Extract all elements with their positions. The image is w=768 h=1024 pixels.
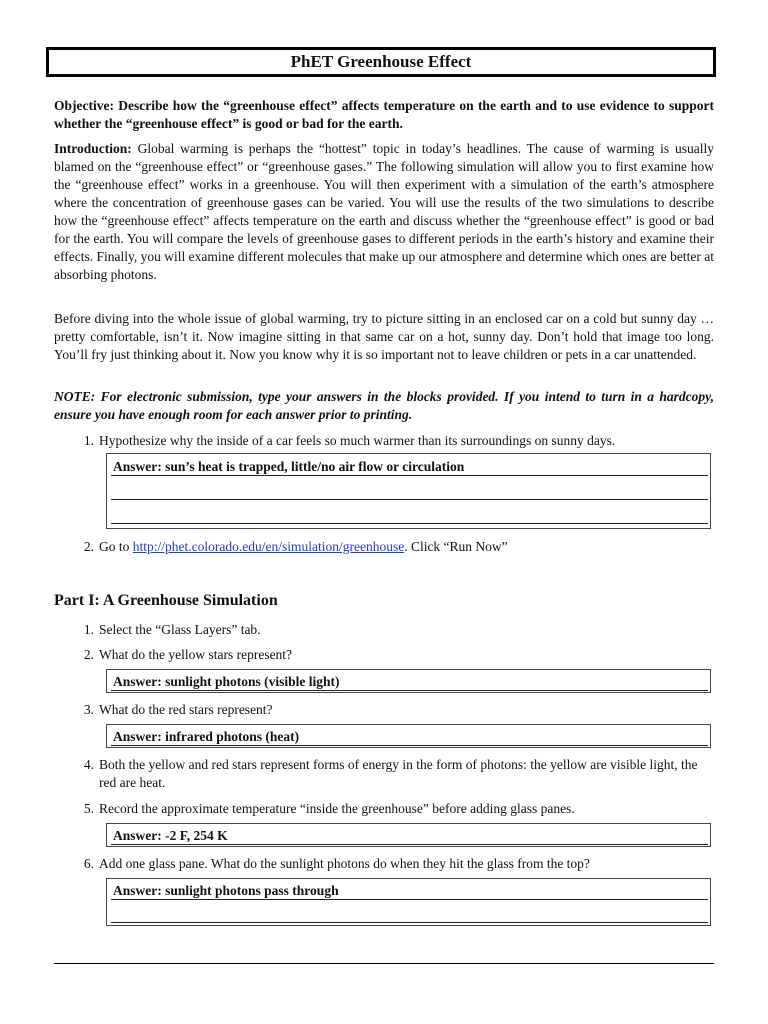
note-paragraph: NOTE: For electronic submission, type your answers in the blocks provided. If you intend to turn in a hardcopy, ensure you have enough room for each answer prior to printing. — [54, 389, 714, 422]
question-text: Add one glass pane. What do the sunlight photons do when they hit the glass from the top? — [99, 856, 590, 871]
footer-divider — [54, 963, 714, 964]
answer-box-part1-6[interactable] — [106, 878, 711, 926]
part1-question-6 — [78, 855, 718, 873]
question-text — [99, 538, 718, 556]
answer-box-part1-5[interactable] — [106, 823, 711, 847]
answer-box-part1-2[interactable] — [106, 669, 711, 693]
answer-box-intro-1[interactable] — [106, 453, 711, 529]
part1-question-2 — [78, 646, 718, 664]
car-paragraph: Before diving into the whole issue of global warming, try to picture sitting in an enclosed car on a cold but sunny day … pretty comfortable, isn’t it. Now imagine sitting in that same car on a hot, sunny day. Don’t hold that image too long. You’ll fry just thinking about it. Now you know why it is so important not to leave children or pets in a car unattended. — [54, 311, 714, 362]
question-text-after: . Click “Run Now” — [404, 539, 508, 554]
question-text: What do the red stars represent? — [99, 702, 273, 717]
question-number: 6. — [83, 856, 94, 871]
question-number: 2. — [83, 539, 94, 554]
question-number: 2. — [83, 647, 94, 662]
introduction-label: Introduction: — [54, 141, 132, 156]
answer-line[interactable]: Answer: sunlight photons pass through — [111, 883, 708, 900]
question-text: Both the yellow and red stars represent forms of energy in the form of photons: the yellow are visible light, the red are heat. — [99, 757, 698, 790]
part1-question-5 — [78, 800, 718, 818]
question-number: 3. — [83, 702, 94, 717]
introduction-paragraph — [54, 140, 714, 284]
part1-question-4 — [78, 756, 718, 792]
question-text: Record the approximate temperature “inside the greenhouse” before adding glass panes. — [99, 801, 575, 816]
intro-question-2 — [78, 538, 718, 556]
answer-line-blank[interactable] — [111, 507, 708, 524]
question-text: Hypothesize why the inside of a car feels so much warmer than its surroundings on sunny days. — [99, 433, 616, 448]
page-title: PhET Greenhouse Effect — [46, 47, 716, 77]
question-text: What do the yellow stars represent? — [99, 647, 293, 662]
answer-line-blank[interactable] — [111, 483, 708, 500]
answer-line[interactable]: Answer: infrared photons (heat) — [111, 729, 708, 746]
question-text: Select the “Glass Layers” tab. — [99, 622, 261, 637]
answer-line-blank[interactable] — [111, 906, 708, 923]
part1-question-1 — [78, 621, 718, 639]
intro-question-1 — [78, 432, 718, 450]
question-number: 1. — [83, 433, 94, 448]
answer-line[interactable]: Answer: -2 F, 254 K — [111, 828, 708, 845]
question-number: 1. — [83, 622, 94, 637]
part1-heading: Part I: A Greenhouse Simulation — [54, 592, 278, 609]
introduction-text: Global warming is perhaps the “hottest” topic in today’s headlines. The cause of warming is usually blamed on the “greenhouse effect” or “greenhouse gases.” The following simulation will allow you to first examine how the “greenhouse effect” works in a greenhouse. You will then experiment with a simulation of the earth’s atmosphere where the concentration of greenhouse gases can be varied. You will use the results of the two simulations to describe how the “greenhouse effect” affects temperature on the earth and discuss whether the “greenhouse effect” is good or bad for the earth. You will compare the levels of greenhouse gases to different periods in the earth’s history and examine their effects. Finally, you will examine different molecules that make up our atmosphere and determine which ones are better at absorbing photons. — [54, 141, 714, 282]
part1-question-3 — [78, 701, 718, 719]
answer-box-part1-3[interactable] — [106, 724, 711, 748]
question-number: 5. — [83, 801, 94, 816]
question-number: 4. — [83, 757, 94, 772]
answer-line[interactable]: Answer: sun’s heat is trapped, little/no air flow or circulation — [111, 459, 708, 476]
question-text-before: Go to — [99, 539, 133, 554]
objective-paragraph: Objective: Describe how the “greenhouse effect” affects temperature on the earth and to use evidence to support whether the “greenhouse effect” is good or bad for the earth. — [54, 98, 714, 131]
phet-greenhouse-link[interactable]: http://phet.colorado.edu/en/simulation/greenhouse — [132, 539, 405, 554]
answer-line[interactable]: Answer: sunlight photons (visible light) — [111, 674, 708, 691]
